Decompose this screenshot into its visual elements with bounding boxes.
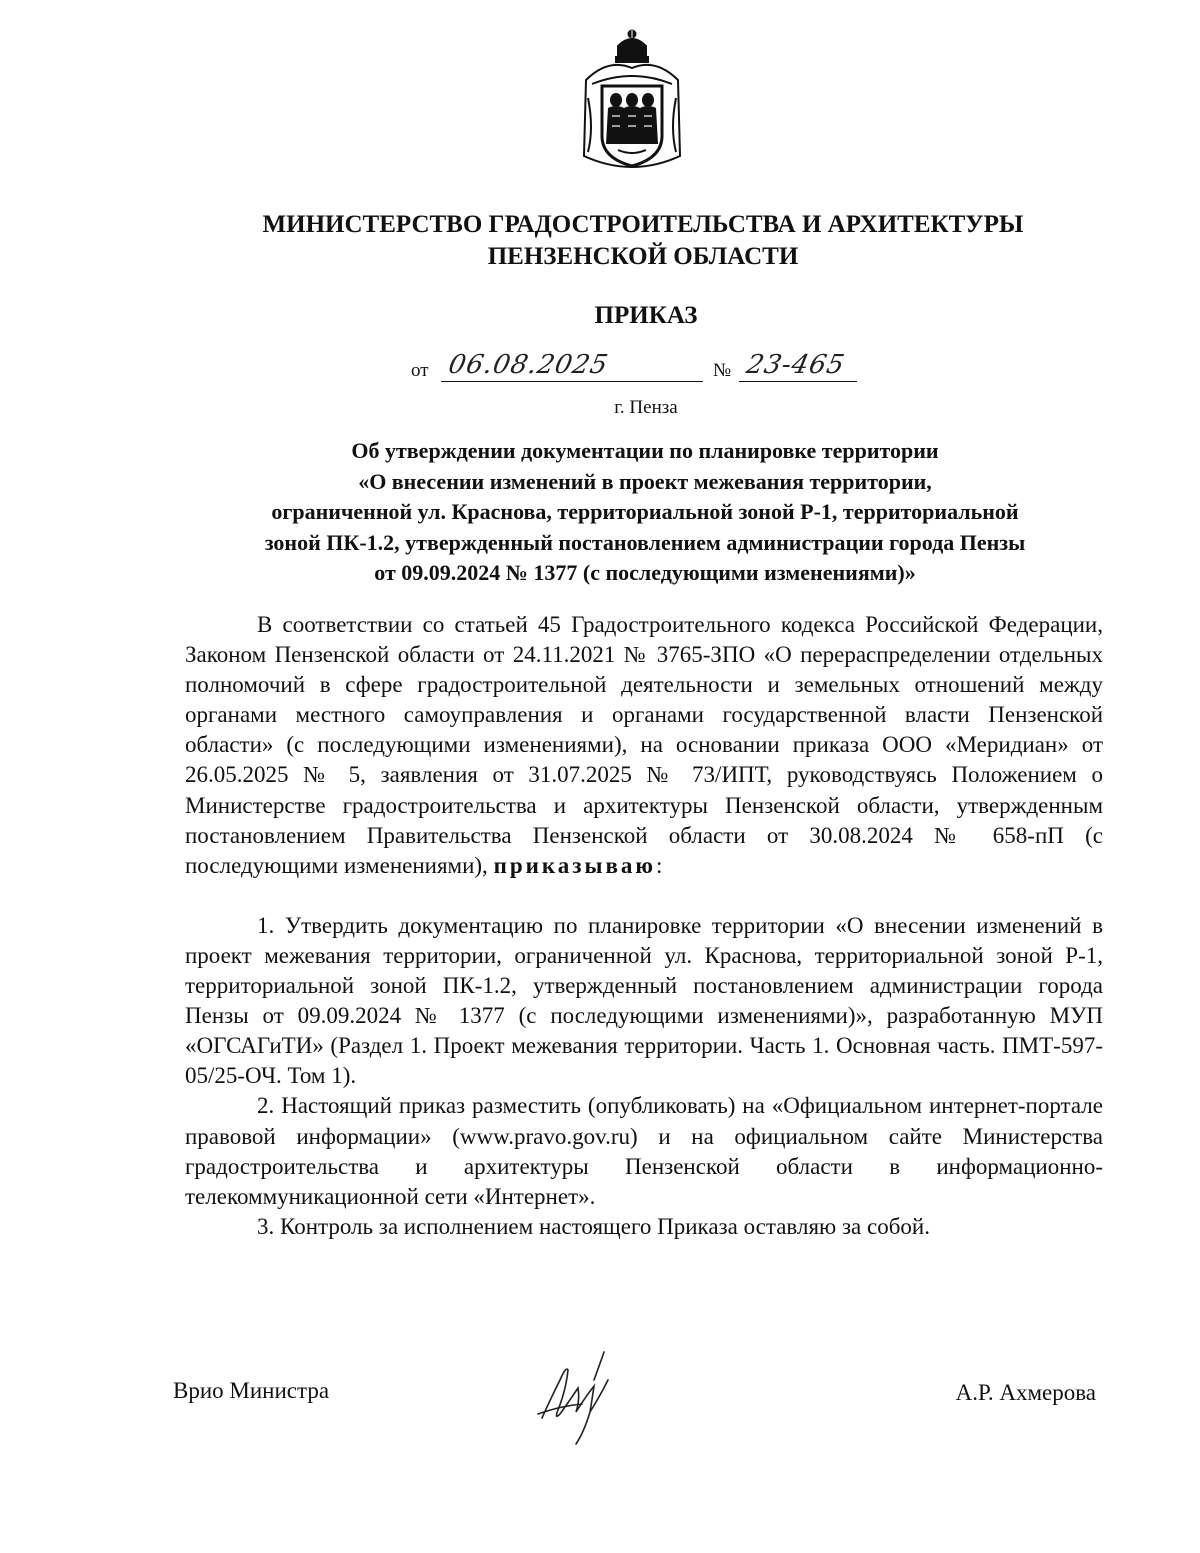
ministry-title-line1: МИНИСТЕРСТВО ГРАДОСТРОИТЕЛЬСТВА И АРХИТЕКТУРЫ (262, 211, 1024, 238)
preamble-paragraph (185, 610, 1103, 881)
date-value: 06.08.2025 (445, 350, 612, 380)
document-type (0, 300, 1200, 332)
subject-line: от 09.09.2024 № 1377 (с последующими изменениями)» (374, 560, 916, 585)
preamble-text: В соответствии со статьей 45 Градостроительного кодекса Российской Федерации, Законом Пензенской области от 24.11.2021 № 3765-ЗПО «О перераспределении отдельных полномочий в сфере градостроительной деятельности и земельных отношений между органами местного самоуправления и органами государственной власти Пензенской области» (с последующими изменениями), на основании приказа ООО «Меридиан» от 26.05.2025 № 5, заявления от 31.07.2025 № 73/ИПТ, руководствуясь Положением о Министерстве градостроительства и архитектуры Пензенской области, утвержденным постановлением Правительства Пензенской области от 30.08.2024 № 658-пП (с последующими изменениями), (185, 612, 1103, 878)
order-colon: : (655, 852, 663, 878)
order-item-1: 1. Утвердить документацию по планировке территории «О внесении изменений в проект межевания территории, ограниченной ул. Краснова, территориальной зоной Р-1, территориальной зоной ПК-1.2, утвержденный постановлением администрации города Пензы от 09.09.2024 № 1377 (с последующими изменениями)», разработанную МУП «ОГСАГиТИ» (Раздел 1. Проект межевания территории. Часть 1. Основная часть. ПМТ-597-05/25-ОЧ. Том 1). (185, 912, 1103, 1089)
document-type-label: ПРИКАЗ (594, 302, 698, 329)
date-field (441, 350, 703, 382)
ministry-title (0, 209, 1200, 273)
coat-of-arms-icon (578, 28, 686, 178)
handwritten-signature-icon (520, 1340, 640, 1450)
document-subject (185, 436, 1105, 589)
order-item-3: 3. Контроль за исполнением настоящего Приказа оставляю за собой. (257, 1213, 930, 1239)
signatory-role: Врио Министра (173, 1378, 330, 1403)
number-prefix: № (713, 360, 732, 381)
number-value: 23-465 (743, 350, 848, 380)
order-word: приказываю (493, 852, 656, 878)
subject-line: «О внесении изменений в проект межевания территории, (358, 468, 932, 494)
order-item-2: 2. Настоящий приказ разместить (опубликовать) на «Официальном интернет-портале правовой информации» (www.pravo.gov.ru) и на официальном сайте Министерства градостроительства и архитектуры Пензенской области в информационно-телекоммуникационной сети «Интернет». (185, 1093, 1103, 1209)
document-body (185, 610, 1103, 1242)
date-number-line (411, 350, 857, 387)
city-line (0, 394, 1200, 422)
subject-line: ограниченной ул. Краснова, территориальной зоной Р-1, территориальной (271, 499, 1019, 524)
ministry-title-line2: ПЕНЗЕНСКОЙ ОБЛАСТИ (487, 243, 799, 270)
date-prefix: от (411, 360, 429, 381)
number-field (739, 350, 857, 382)
subject-line: зоной ПК-1.2, утвержденный постановлением администрации города Пензы (264, 529, 1026, 555)
city-name: г. Пенза (614, 397, 678, 418)
subject-line: Об утверждении документации по планировке территории (351, 438, 939, 463)
signatory-name: А.Р. Ахмерова (955, 1380, 1096, 1405)
